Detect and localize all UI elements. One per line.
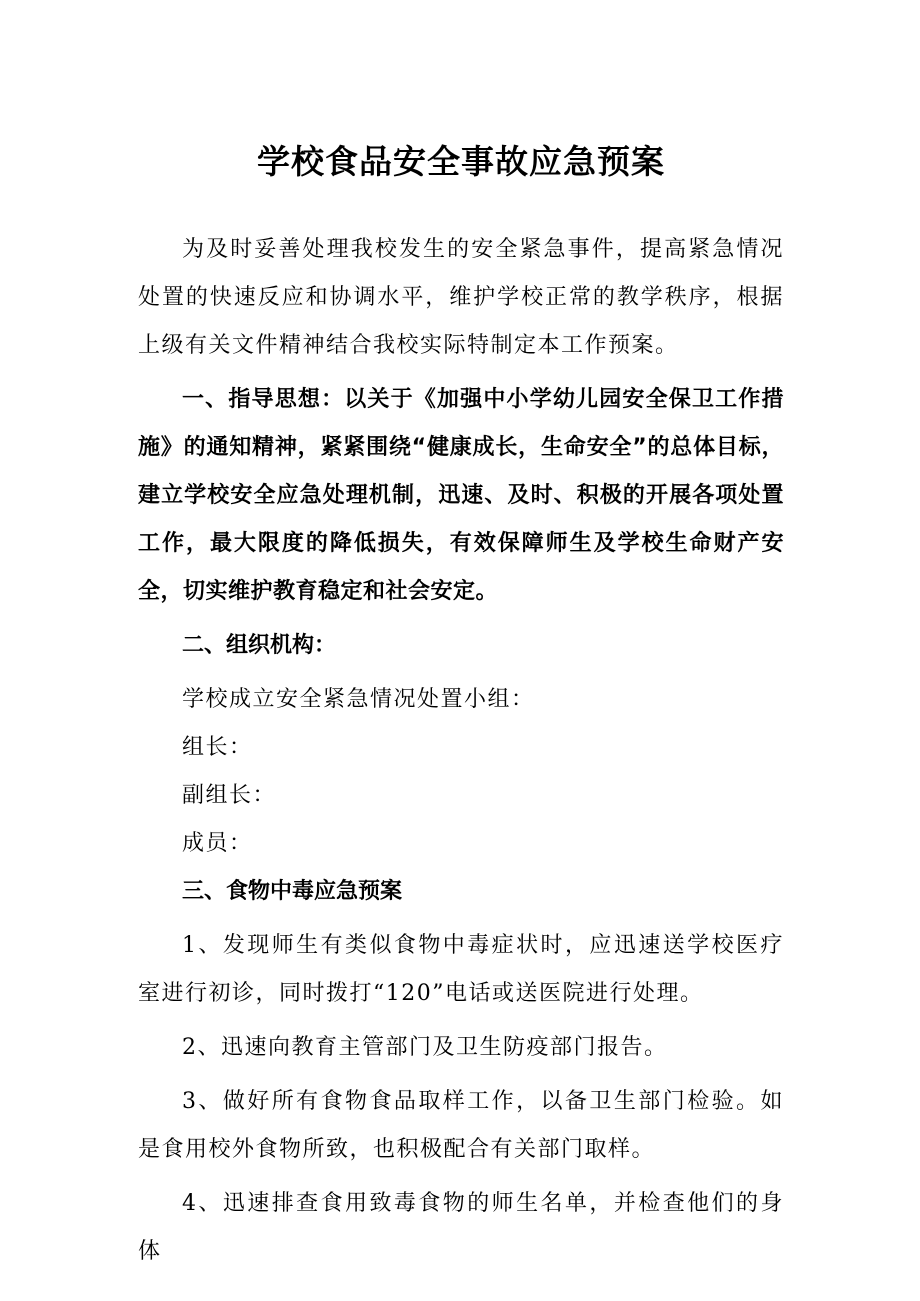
deputy-leader-line: 副组长： xyxy=(182,783,277,808)
section-heading-organization: 二、组织机构： xyxy=(182,633,337,658)
guiding-principle-paragraph: 一、指导思想：以关于《加强中小学幼儿园安全保卫工作措施》的通知精神，紧紧围绕“健康成长，生命安全”的总体目标，建立学校安全应急处理机制，迅速、及时、积极的开展各项处置工作，最大限度的降低损失，有效保障师生及学校生命财产安全，切实维护教育稳定和社会安定。 xyxy=(138,387,784,604)
list-item-3: 3、做好所有食物食品取样工作，以备卫生部门检验。如是食用校外食物所致，也积极配合有关部门取样。 xyxy=(138,1089,784,1162)
organization-intro: 学校成立安全紧急情况处置小组： xyxy=(182,687,535,712)
list-item-2: 2、迅速向教育主管部门及卫生防疫部门报告。 xyxy=(182,1035,668,1060)
members-line: 成员： xyxy=(182,831,253,856)
section-heading-food-poisoning: 三、食物中毒应急预案 xyxy=(182,879,403,904)
team-leader-line: 组长： xyxy=(182,735,253,760)
document-title: 学校食品安全事故应急预案 xyxy=(257,142,665,181)
document-body xyxy=(138,138,784,1276)
list-item-4: 4、迅速排查食用致毒食物的师生名单，并检查他们的身体 xyxy=(138,1191,784,1264)
list-item-1: 1、发现师生有类似食物中毒症状时，应迅速送学校医疗室进行初诊，同时拨打“120”电话或送医院进行处理。 xyxy=(138,933,784,1006)
intro-paragraph: 为及时妥善处理我校发生的安全紧急事件，提高紧急情况处置的快速反应和协调水平，维护学校正常的教学秩序，根据上级有关文件精神结合我校实际特制定本工作预案。 xyxy=(138,237,784,358)
